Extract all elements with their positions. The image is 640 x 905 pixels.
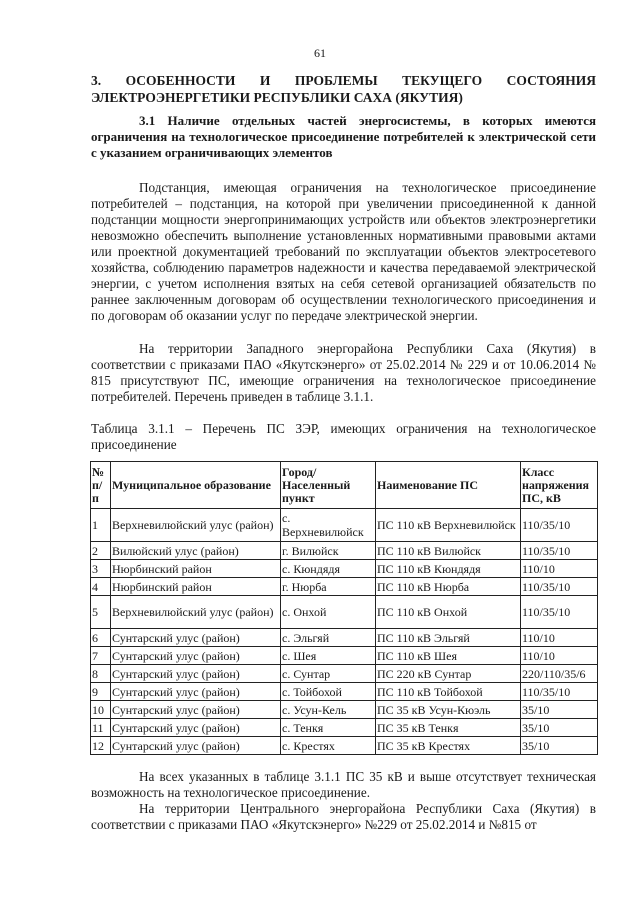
cell-number: 7 <box>91 647 111 665</box>
cell-substation-name: ПС 35 кВ Усун-Кюэль <box>376 701 521 719</box>
header-substation-name: Наименование ПС <box>376 462 521 509</box>
cell-number: 2 <box>91 542 111 560</box>
cell-substation-name: ПС 110 кВ Верхневилюйск <box>376 509 521 542</box>
table-row <box>91 509 598 542</box>
substations-table <box>90 461 598 755</box>
cell-number: 12 <box>91 737 111 755</box>
cell-number: 11 <box>91 719 111 737</box>
cell-municipality: Верхневилюйский улус (район) <box>111 509 281 542</box>
cell-voltage-class: 35/10 <box>521 701 598 719</box>
cell-settlement: с. Тойбохой <box>281 683 376 701</box>
cell-substation-name: ПС 35 кВ Тенкя <box>376 719 521 737</box>
cell-voltage-class: 35/10 <box>521 719 598 737</box>
cell-substation-name: ПС 220 кВ Сунтар <box>376 665 521 683</box>
subsection-heading: 3.1 Наличие отдельных частей энергосистемы, в которых имеются ограничения на технологическое присоединение потребителей к электрической сети с указанием ограничивающих элементов <box>91 113 596 160</box>
cell-settlement: с. Онхой <box>281 596 376 629</box>
table-row <box>91 701 598 719</box>
table-row <box>91 665 598 683</box>
cell-substation-name: ПС 110 кВ Эльгяй <box>376 629 521 647</box>
cell-municipality: Сунтарский улус (район) <box>111 683 281 701</box>
cell-municipality: Верхневилюйский улус (район) <box>111 596 281 629</box>
cell-number: 4 <box>91 578 111 596</box>
cell-substation-name: ПС 110 кВ Нюрба <box>376 578 521 596</box>
cell-number: 9 <box>91 683 111 701</box>
cell-municipality: Сунтарский улус (район) <box>111 719 281 737</box>
header-number: № п/п <box>91 462 111 509</box>
cell-voltage-class: 110/35/10 <box>521 683 598 701</box>
header-voltage-class: Класс напряжения ПС, кВ <box>521 462 598 509</box>
paragraph-definition: Подстанция, имеющая ограничения на технологическое присоединение потребителей – подстанция, на которой при увеличении присоединенной к данной подстанции мощности энергопринимающих устройств или объектов электроэнергетики невозможно обеспечить выполнение установленных нормативными правовыми актами или проектной документацией требований по эксплуатации объектов электросетевого хозяйства, соблюдению параметров надежности и качества передаваемой электрической энергии, с учетом исполнения взятых на себя сетевой организацией обязательств по раннее заключенным договорам об осуществлении технологического присоединения и по договорам об оказании услуг по передаче электрической энергии. <box>91 180 596 323</box>
table-row <box>91 647 598 665</box>
cell-settlement: с. Эльгяй <box>281 629 376 647</box>
cell-settlement: с. Тенкя <box>281 719 376 737</box>
cell-number: 10 <box>91 701 111 719</box>
table-row <box>91 737 598 755</box>
cell-number: 5 <box>91 596 111 629</box>
cell-municipality: Сунтарский улус (район) <box>111 647 281 665</box>
cell-voltage-class: 110/10 <box>521 560 598 578</box>
table-row <box>91 629 598 647</box>
cell-municipality: Сунтарский улус (район) <box>111 665 281 683</box>
cell-substation-name: ПС 110 кВ Вилюйск <box>376 542 521 560</box>
cell-substation-name: ПС 110 кВ Тойбохой <box>376 683 521 701</box>
cell-number: 1 <box>91 509 111 542</box>
table-row <box>91 596 598 629</box>
cell-substation-name: ПС 110 кВ Онхой <box>376 596 521 629</box>
cell-voltage-class: 110/35/10 <box>521 542 598 560</box>
table-row <box>91 560 598 578</box>
header-municipality: Муниципальное образование <box>111 462 281 509</box>
cell-settlement: с. Кюндядя <box>281 560 376 578</box>
cell-number: 8 <box>91 665 111 683</box>
cell-municipality: Нюрбинский район <box>111 560 281 578</box>
header-settlement: Город/ Населенный пункт <box>281 462 376 509</box>
cell-substation-name: ПС 110 кВ Шея <box>376 647 521 665</box>
paragraph-central-region: На территории Центрального энергорайона Республики Саха (Якутия) в соответствии с приказами ПАО «Якутскэнерго» №229 от 25.02.2014 и №815 от <box>91 801 596 832</box>
cell-number: 6 <box>91 629 111 647</box>
cell-municipality: Сунтарский улус (район) <box>111 629 281 647</box>
table-row <box>91 683 598 701</box>
cell-settlement: с. Сунтар <box>281 665 376 683</box>
cell-settlement: г. Нюрба <box>281 578 376 596</box>
cell-voltage-class: 110/35/10 <box>521 578 598 596</box>
paragraph-western-region: На территории Западного энергорайона Республики Саха (Якутия) в соответствии с приказами ПАО «Якутскэнерго» от 25.02.2014 № 229 и от 10.06.2014 № 815 присутствуют ПС, имеющие ограничения на технологическое присоединение потребителей. Перечень приведен в таблице 3.1.1. <box>91 341 596 404</box>
paragraph-no-capacity: На всех указанных в таблице 3.1.1 ПС 35 кВ и выше отсутствует техническая возможность на технологическое присоединение. <box>91 769 596 800</box>
cell-municipality: Сунтарский улус (район) <box>111 737 281 755</box>
cell-substation-name: ПС 110 кВ Кюндядя <box>376 560 521 578</box>
cell-number: 3 <box>91 560 111 578</box>
cell-municipality: Сунтарский улус (район) <box>111 701 281 719</box>
table-row <box>91 542 598 560</box>
cell-voltage-class: 35/10 <box>521 737 598 755</box>
table-row <box>91 719 598 737</box>
cell-settlement: г. Вилюйск <box>281 542 376 560</box>
page-number: 61 <box>314 46 326 60</box>
cell-settlement: с. Усун-Кель <box>281 701 376 719</box>
section-heading: 3. ОСОБЕННОСТИ И ПРОБЛЕМЫ ТЕКУЩЕГО СОСТОЯНИЯ ЭЛЕКТРОЭНЕРГЕТИКИ РЕСПУБЛИКИ САХА (ЯКУТИЯ) <box>91 73 596 105</box>
cell-settlement: с. Шея <box>281 647 376 665</box>
table-row <box>91 578 598 596</box>
cell-municipality: Вилюйский улус (район) <box>111 542 281 560</box>
cell-voltage-class: 110/10 <box>521 629 598 647</box>
table-header-row <box>91 462 598 509</box>
table-caption: Таблица 3.1.1 – Перечень ПС ЗЭР, имеющих ограничения на технологическое присоединение <box>91 421 596 452</box>
cell-voltage-class: 110/35/10 <box>521 596 598 629</box>
cell-settlement: с. Крестях <box>281 737 376 755</box>
cell-settlement: с. Верхневилюйск <box>281 509 376 542</box>
cell-municipality: Нюрбинский район <box>111 578 281 596</box>
cell-substation-name: ПС 35 кВ Крестях <box>376 737 521 755</box>
cell-voltage-class: 110/35/10 <box>521 509 598 542</box>
cell-voltage-class: 110/10 <box>521 647 598 665</box>
cell-voltage-class: 220/110/35/6 <box>521 665 598 683</box>
